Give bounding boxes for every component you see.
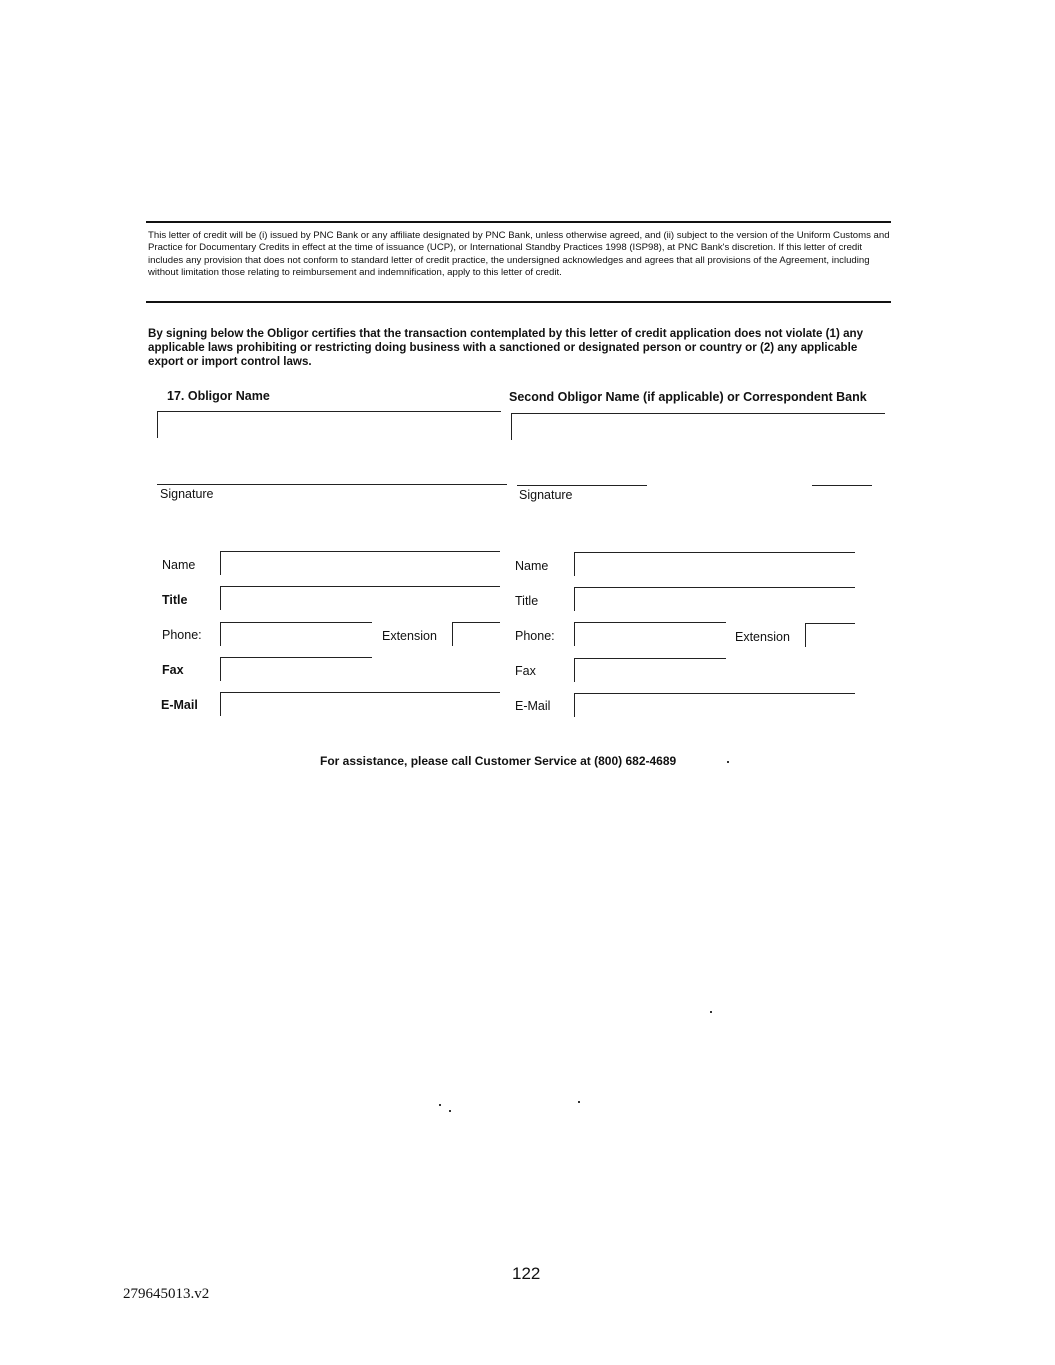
right-phone-label: Phone: (515, 629, 555, 643)
right-fax-label: Fax (515, 664, 536, 678)
obligor-signature-line[interactable] (157, 484, 507, 485)
right-email-label: E-Mail (515, 699, 551, 713)
bottom-rule (146, 301, 891, 303)
scan-speck (439, 1104, 441, 1106)
certification-text: By signing below the Obligor certifies that the transaction contemplated by this letter of credit application does not violate (1) any applicable laws prohibiting or restricting doing business with a sanctioned or designated person or country or (2) any applicable export or import control laws. (148, 327, 864, 369)
right-email-field[interactable] (574, 693, 855, 717)
left-extension-field[interactable] (452, 622, 500, 646)
obligor-name-heading: 17. Obligor Name (167, 389, 270, 403)
left-name-label: Name (162, 558, 196, 572)
left-fax-label: Fax (162, 663, 184, 677)
scan-speck (578, 1101, 580, 1103)
obligor-name-field[interactable] (157, 411, 501, 438)
second-obligor-heading: Second Obligor Name (if applicable) or Correspondent Bank (509, 390, 867, 404)
left-name-field[interactable] (220, 551, 500, 575)
right-fax-field[interactable] (574, 658, 726, 682)
second-obligor-signature-line[interactable] (517, 485, 647, 486)
obligor-signature-label: Signature (160, 487, 214, 501)
right-title-label: Title (515, 594, 539, 608)
right-extension-field[interactable] (805, 623, 855, 647)
right-extension-label: Extension (735, 630, 790, 644)
second-obligor-signature-line-end (812, 485, 872, 486)
right-title-field[interactable] (574, 587, 855, 611)
document-id: 279645013.v2 (123, 1286, 210, 1302)
second-obligor-signature-label: Signature (519, 488, 573, 502)
left-phone-label: Phone: (162, 628, 202, 642)
disclaimer-text: This letter of credit will be (i) issued by PNC Bank or any affiliate designated by PNC Bank, unless otherwise agreed, and (ii) subject to the version of the Uniform Customs and Practice for Documentary Credits in effect at the time of issuance (UCP), or International Standby Practices 1998 (ISP98), at PNC Bank's discretion. If this letter of credit includes any provision that does not conform to standard letter of credit practice, the undersigned acknowledges and agrees that all provisions of the Agreement, including without limitation those relating to reimbursement and indemnification, apply to this letter of credit. (148, 230, 890, 279)
second-obligor-name-field[interactable] (511, 413, 885, 440)
assistance-note: For assistance, please call Customer Service at (800) 682-4689 (320, 754, 677, 768)
left-phone-field[interactable] (220, 622, 372, 646)
scan-speck (449, 1110, 451, 1112)
left-extension-label: Extension (382, 629, 437, 643)
left-fax-field[interactable] (220, 657, 372, 681)
right-name-label: Name (515, 559, 549, 573)
scan-speck (727, 761, 729, 763)
right-phone-field[interactable] (574, 622, 726, 646)
left-email-field[interactable] (220, 692, 500, 716)
right-name-field[interactable] (574, 552, 855, 576)
page-number: 122 (512, 1264, 541, 1283)
scan-speck (710, 1011, 712, 1013)
left-title-label: Title (162, 593, 188, 607)
left-title-field[interactable] (220, 586, 500, 610)
left-email-label: E-Mail (161, 698, 198, 712)
top-rule (146, 221, 891, 223)
